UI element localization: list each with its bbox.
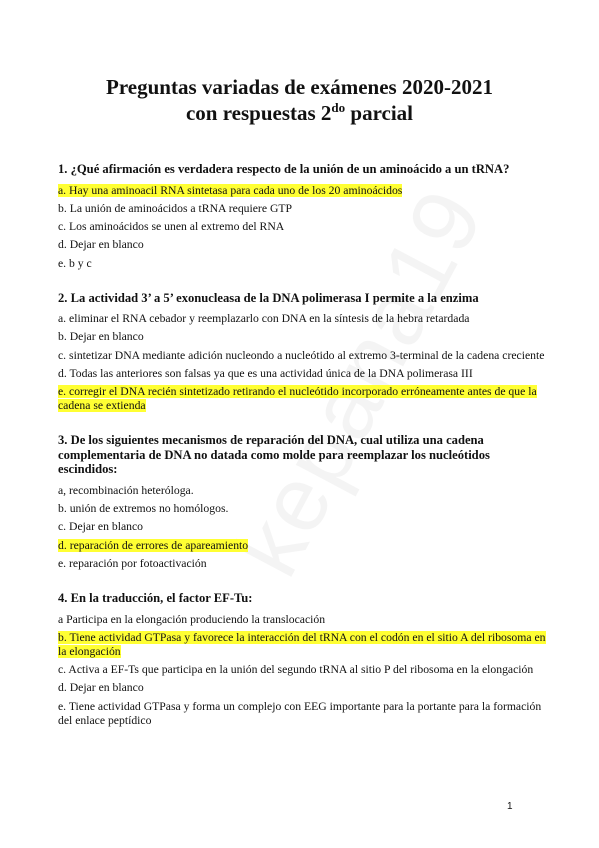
answer-option: c. Activa a EF-Ts que participa en la unión del segundo tRNA al sitio P del ribosoma en la elongación [58,663,534,677]
answer-option: d. Dejar en blanco [58,238,144,252]
answer-option: b. La unión de aminoácidos a tRNA requiere GTP [58,201,293,215]
question-title: 1. ¿Qué afirmación es verdadera respecto de la unión de un aminoácido a un tRNA? [58,162,510,176]
answer-option [58,631,548,659]
title-line-2-end: parcial [345,101,414,125]
answer-option: e. b y c [58,256,92,270]
answer-option: c. Los aminoácidos se unen al extremo del RNA [58,220,285,234]
answer-option [58,539,548,553]
answer-option: a, recombinación heteróloga. [58,483,194,497]
question-4 [58,591,548,728]
highlighted-answer: b. Tiene actividad GTPasa y favorece la interacción del tRNA con el codón en el sitio A del ribosoma en la elongación [58,630,546,658]
answer-option: a Participa en la elongación produciendo la translocación [58,612,326,626]
page-number: 1 [507,801,513,812]
highlighted-answer: e. corregir el DNA recién sintetizado retirando el nucleótido incorporado erróneamente antes de que la cadena se extienda [58,385,537,413]
answer-option: e. reparación por fotoactivación [58,557,207,571]
question-2 [58,291,548,414]
title-line-2-text: con respuestas 2 [185,101,332,125]
answer-option: b. unión de extremos no homólogos. [58,502,229,516]
answer-option: e. Tiene actividad GTPasa y forma un complejo con EEG importante para la portante para la formación del enlace peptídico [58,699,542,727]
answer-option [58,184,548,198]
question-title: 3. De los siguientes mecanismos de reparación del DNA, cual utiliza una cadena complementaria de DNA no datada como molde para reemplazar los nucleótidos escindidos: [58,433,490,477]
title-superscript: do [331,100,346,115]
question-list [58,162,548,748]
answer-option: c. Dejar en blanco [58,520,144,534]
answer-option: d. Dejar en blanco [58,681,144,695]
answer-option: b. Dejar en blanco [58,330,144,344]
answer-option: c. sintetizar DNA mediante adición nucleondo a nucleótido al extremo 3-terminal de la cadena creciente [58,348,545,362]
answer-option: a. eliminar el RNA cebador y reemplazarlo con DNA en la síntesis de la hebra retardada [58,312,470,326]
answer-option [58,385,548,413]
highlighted-answer: a. Hay una aminoacil RNA sintetasa para cada uno de los 20 aminoácidos [58,183,403,197]
answer-option: d. Todas las anteriores son falsas ya que es una actividad única de la DNA polimerasa III [58,367,473,381]
page-title [0,74,599,126]
question-title: 4. En la traducción, el factor EF-Tu: [58,591,253,606]
highlighted-answer: d. reparación de errores de apareamiento [58,538,249,552]
question-title: 2. La actividad 3’ a 5’ exonucleasa de la DNA polimerasa I permite a la enzima [58,290,479,305]
question-1 [58,162,548,271]
title-line-1: Preguntas variadas de exámenes 2020-2021 [106,75,493,99]
title-line-2 [0,100,599,126]
question-3 [58,433,548,571]
